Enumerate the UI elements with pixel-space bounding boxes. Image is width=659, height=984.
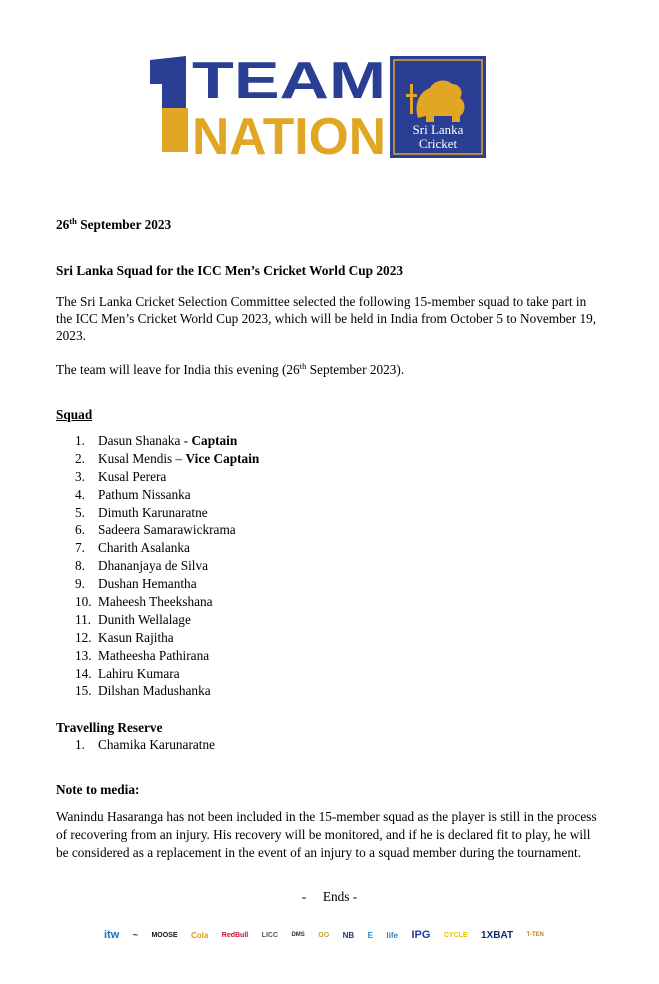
date-day: 26 xyxy=(56,217,70,232)
list-item xyxy=(75,575,259,593)
player-name: Kusal Mendis – xyxy=(98,450,186,466)
departure-after: September 2023). xyxy=(306,362,405,377)
sponsor-logo: IPG xyxy=(411,929,431,942)
player-name: Dilshan Madushanka xyxy=(98,683,211,699)
squad-list xyxy=(75,432,259,700)
sponsor-logo: itw xyxy=(104,929,120,942)
departure-before: The team will leave for India this evening (26 xyxy=(56,362,300,377)
player-name: Kasun Rajitha xyxy=(98,629,174,645)
sponsor-logo: CYCLE xyxy=(443,932,468,940)
team-nation-logo xyxy=(148,54,488,160)
sponsor-logo: life xyxy=(386,931,398,941)
player-name: Pathum Nissanka xyxy=(98,486,191,502)
sponsor-logo: LICC xyxy=(261,932,279,940)
list-item xyxy=(75,468,259,486)
reserve-heading: Travelling Reserve xyxy=(56,720,163,735)
page-title: Sri Lanka Squad for the ICC Men’s Cricket World Cup 2023 xyxy=(56,263,403,278)
sponsor-strip xyxy=(104,922,544,950)
note-paragraph: Wanindu Hasaranga has not been included in the 15-member squad as the player is still in the process of recovering from an injury. His recovery will be monitored, and if he is declared fit to play, he will be considered as a replacement in the event of an injury to a squad member during the tournament. xyxy=(56,809,597,860)
list-item xyxy=(75,665,259,683)
player-name: Dimuth Karunaratne xyxy=(98,504,208,520)
departure-line xyxy=(56,361,604,379)
player-name: Dhananjaya de Silva xyxy=(98,558,209,574)
sri-lanka-cricket-crest xyxy=(390,56,486,158)
squad-heading: Squad xyxy=(56,407,93,422)
intro-paragraph: The Sri Lanka Cricket Selection Committee selected the following 15-member squad to take part in the ICC Men’s Cricket World Cup 2023, which will be held in India from October 5 to November 19, 2023. xyxy=(56,294,597,343)
player-name: Matheesha Pathirana xyxy=(98,647,210,663)
list-item-number: 6. xyxy=(75,522,85,538)
list-item xyxy=(75,629,259,647)
date-rest: September 2023 xyxy=(80,217,172,232)
list-item xyxy=(75,432,259,450)
list-item xyxy=(75,682,259,700)
list-item-number: 5. xyxy=(75,504,85,520)
list-item-number: 1. xyxy=(75,737,85,752)
player-name: Sadeera Samarawickrama xyxy=(98,522,236,538)
release-date xyxy=(56,216,604,234)
sponsor-logo: DMS xyxy=(291,932,305,939)
list-item-number: 2. xyxy=(75,450,85,466)
list-item xyxy=(75,539,259,557)
sponsor-logo: NB xyxy=(342,931,355,941)
list-item xyxy=(75,450,259,468)
list-item xyxy=(75,593,259,611)
player-name: Chamika Karunaratne xyxy=(98,737,216,752)
player-name: Charith Asalanka xyxy=(98,540,190,556)
list-item-number: 14. xyxy=(75,665,92,681)
team-nation-logo-graphic xyxy=(148,54,488,160)
player-name: Dunith Wellalage xyxy=(98,611,191,627)
player-role: Captain xyxy=(191,433,238,448)
sponsor-logo: OO xyxy=(318,932,330,940)
player-name: Maheesh Theekshana xyxy=(98,594,213,610)
squad-heading-wrap xyxy=(56,406,604,424)
list-item xyxy=(75,557,259,575)
sponsor-logo: RedBull xyxy=(221,932,249,940)
list-item-number: 7. xyxy=(75,540,85,556)
list-item-number: 12. xyxy=(75,629,92,645)
sponsor-logo: Cola xyxy=(190,931,209,941)
sponsor-logo: MOOSE xyxy=(151,932,178,940)
logo-text-nation: NATION xyxy=(192,108,386,160)
list-item-number: 9. xyxy=(75,576,85,592)
list-item xyxy=(75,521,259,539)
list-item-number: 1. xyxy=(75,433,85,448)
list-item-number: 10. xyxy=(75,594,92,610)
player-role: Vice Captain xyxy=(185,450,260,466)
ends-marker: - Ends - xyxy=(301,889,358,904)
date-suffix: th xyxy=(69,216,77,226)
logo-text-team: TEAM xyxy=(192,54,386,110)
crest-text-sri-lanka: Sri Lanka xyxy=(412,122,464,137)
sponsor-logo: E xyxy=(367,931,373,941)
player-name: Dasun Shanaka - xyxy=(98,433,192,448)
crest-text-cricket: Cricket xyxy=(418,136,458,151)
list-item xyxy=(75,504,259,522)
list-item xyxy=(75,736,215,754)
list-item-number: 15. xyxy=(75,683,92,699)
sponsor-logo: 1XBAT xyxy=(481,930,514,942)
player-name: Kusal Perera xyxy=(98,468,167,484)
player-name: Dushan Hemantha xyxy=(98,576,197,592)
sponsor-logo: T-TEN xyxy=(526,932,544,939)
list-item-number: 3. xyxy=(75,468,85,484)
reserve-list xyxy=(75,736,215,754)
list-item-number: 11. xyxy=(75,611,92,627)
note-heading: Note to media: xyxy=(56,782,140,797)
list-item xyxy=(75,486,259,504)
list-item-number: 13. xyxy=(75,647,92,663)
list-item xyxy=(75,647,259,665)
sponsor-logo: ~ xyxy=(132,930,138,941)
list-item-number: 4. xyxy=(75,486,85,502)
player-name: Lahiru Kumara xyxy=(98,665,180,681)
list-item xyxy=(75,611,259,629)
list-item-number: 8. xyxy=(75,558,85,574)
departure-suffix: th xyxy=(299,361,307,371)
